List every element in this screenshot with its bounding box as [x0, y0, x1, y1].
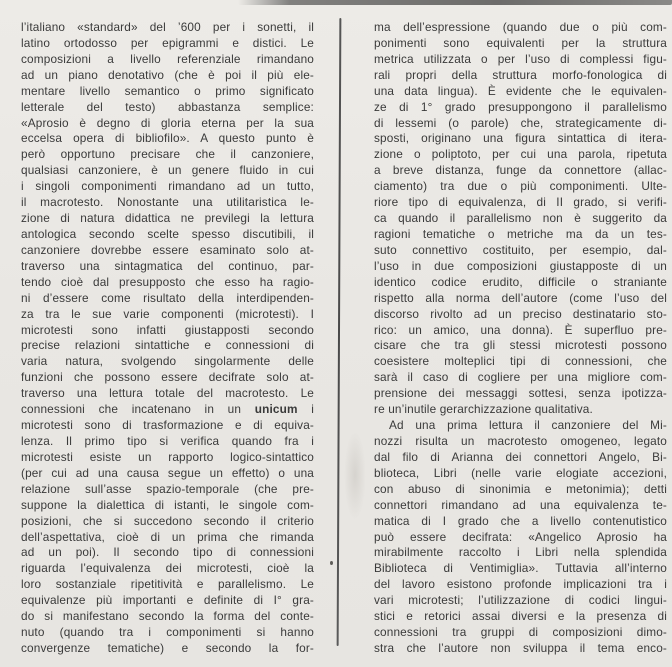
text-line: re un’inutile gerarchizzazione qualitativa.: [374, 402, 593, 417]
text-line: microtesti sono infatti giustapposti secondo: [21, 322, 314, 337]
text-line: suppone la dialettica di istanti, le singole com-: [21, 497, 314, 512]
text-line: connessioni tra gruppi di composizioni dimo-: [374, 625, 667, 640]
text-line: microtesti sono di trasformazione e di equiva-: [21, 418, 314, 433]
text-line: relazione sull’asse spazio-temporale (che pre-: [21, 481, 314, 496]
text-line: identico codice erudito, difficile o straniante: [374, 274, 667, 289]
text-line: Biblioteca di Ventimiglia». Tuttavia all’interno: [374, 561, 667, 576]
text-line: nuto (quando tra i componimenti si hanno: [21, 625, 314, 640]
text-line: riore tipo di equivalenza, di II grado, si verifi-: [374, 195, 667, 210]
text-line: rali propri della struttura morfo-fonologica di: [374, 67, 667, 82]
text-line: precise relazioni sintattiche e connessioni di: [21, 338, 314, 353]
text-line: ad un poi). Il secondo tipo di connessioni: [21, 545, 314, 560]
text-line: traverso una lettura totale del macrotesto. Le: [21, 386, 314, 401]
text-line: equivalenze più importanti e definite di I° gra-: [21, 593, 314, 608]
text-line: mirabilmente raccolto i Libri nella splendida: [374, 545, 667, 560]
text-line: traverso una sintagmatica del continuo, par-: [21, 258, 314, 273]
text-line: zione di natura didattica ne previlegi la lettura: [21, 211, 314, 226]
text-line: prensione dei messaggi sottesi, senza ipotizza-: [374, 386, 667, 401]
text-line: mentare livello semantico o primo significato: [21, 83, 314, 98]
text-line: posizioni, che si succedono secondo il criterio: [21, 513, 314, 528]
text-line: eccelsa opera di bibliofilo». A questo punto è: [21, 131, 314, 146]
text-line: tendo cioè dal presupposto che esso ha ragio-: [21, 274, 314, 289]
text-line: di lessemi (o parole) che, strategicamente di-: [374, 115, 667, 130]
text-line: connessioni che incatenano in un unicum i: [21, 402, 315, 417]
text-line: discorso rivolto ad un preciso destinatario sto-: [374, 306, 667, 321]
text-line: dal filo di Arianna dei connettori Angelo, Bi-: [374, 449, 667, 464]
text-line: del lavoro esistono profonde implicazioni tra i: [374, 577, 667, 592]
scan-edge-shadow: [238, 0, 672, 5]
text-line: il macrotesto. Nonostante una utilitaristica le-: [21, 195, 314, 210]
text-column-right: [374, 20, 667, 657]
text-line: matica di I grado che a livello contenutistico: [374, 513, 667, 528]
text-line: nozzi risulta un macrotesto omogeneo, legato: [374, 433, 667, 448]
text-line: ze di 1° grado presuppongono il parallelismo: [374, 99, 667, 114]
text-line: lenza. Il primo tipo si verifica quando fra i: [21, 433, 314, 448]
text-line: ma dell’espressione (quando due o più com-: [374, 20, 667, 34]
text-line: stra che l’autore non sviluppa il tema enco-: [374, 640, 667, 655]
text-line: canzoniere dovrebbe essere esaminato solo at-: [21, 242, 314, 257]
text-line: riguarda l’equivalenza dei microtesti, cioè la: [21, 561, 314, 576]
text-line: l’uso in due composizioni giustapposte di un: [374, 258, 667, 273]
column-divider-rule: [337, 18, 342, 646]
text-line: ca quando il parallelismo non è suggerito da: [374, 211, 667, 226]
text-line: con abuso di sinonimia e metonimia); detti: [374, 481, 667, 496]
text-line: può essere decifrata: «Angelico Aprosio ha: [374, 529, 667, 544]
text-line: rispetto alla norma dell’autore (come l’uso del: [374, 290, 667, 305]
text-column-left: [21, 20, 314, 657]
text-line: cisare che tra gli stessi microtesti possono: [374, 338, 667, 353]
text-line: qualsiasi canzoniere, è un genere fluido in cui: [21, 163, 314, 178]
text-line: blioteca, Libri (nelle varie elogiate accezioni,: [374, 465, 667, 480]
text-line: connettori rimandano ad una equivalenza te-: [374, 497, 667, 512]
text-line: za tra le sue varie componenti (microtesti). I: [21, 306, 314, 321]
text-line: ponimenti sono equivalenti per la struttura: [374, 35, 667, 50]
text-line: sarà il caso di cogliere per una migliore com-: [374, 370, 667, 385]
text-line: latino ortodosso per epigrammi e distici. Le: [21, 35, 314, 50]
text-line: dell’aspettativa, cioè di un prima che rimanda: [21, 529, 314, 544]
text-line: suto connettivo costituito, per esempio, dal-: [374, 242, 667, 257]
text-line: convergenze tematiche) e secondo la for-: [21, 640, 314, 655]
text-line: rico: un amico, una donna). È superfluo pre-: [374, 322, 667, 337]
text-line: loro sostanziale ripetitività e parallelismo. Le: [21, 577, 314, 592]
text-line: metrica utilizzata o per l’uso di complessi figu-: [374, 51, 667, 66]
text-line: a breve distanza, funge da connettore (allac-: [374, 163, 667, 178]
text-line: sposti, originano una figura sintattica di itera-: [374, 131, 667, 146]
text-line: stici e retorici assai diversi e la presenza di: [374, 609, 667, 624]
text-line: i singoli componimenti rimandano ad un tutto,: [21, 179, 314, 194]
text-line: ragioni tematiche o metriche ma da un tes-: [374, 226, 667, 241]
text-line: però opportuno precisare che il canzoniere,: [21, 147, 314, 162]
scan-smudge: [344, 430, 366, 520]
ink-speck: [330, 561, 333, 565]
text-line: ad un piano denotativo (che è poi il più ele-: [21, 67, 314, 82]
text-line: varia natura, svolgendo singolarmente delle: [21, 354, 314, 369]
text-line: letterale del testo) abbastanza semplice:: [21, 99, 314, 114]
text-line: ni d’essere come risultato della interdipenden-: [21, 290, 314, 305]
text-line: vari microtesti; l’utilizzazione di codici lingui-: [374, 593, 667, 608]
text-line: (per cui ad una causa segue un effetto) o una: [21, 465, 314, 480]
text-line: una data lingua). È evidente che le equivalen-: [374, 83, 667, 98]
text-line: funzioni che possono essere decifrate solo at-: [21, 370, 314, 385]
text-line: zione o poliptoto, per cui una parola, ripetuta: [374, 147, 667, 162]
text-line: l’italiano «standard» del ’600 per i sonetti, il: [21, 20, 314, 34]
text-line: microtesti esiste un rapporto logico-sintattico: [21, 449, 314, 464]
text-line: coesistere molteplici tipi di connessioni, che: [374, 354, 667, 369]
text-line: ciamento) tra due o più componimenti. Ulte-: [374, 179, 667, 194]
text-line: composizioni a livello referenziale rimandano: [21, 51, 314, 66]
text-line: «Aprosio è degno di gloria eterna per la sua: [21, 115, 314, 130]
text-line: Ad una prima lettura il canzoniere del Mi-: [389, 418, 667, 433]
text-line: do si manifestano secondo la forma del conte-: [21, 609, 314, 624]
text-line: antologica secondo scelte spesso discutibili, il: [21, 226, 314, 241]
